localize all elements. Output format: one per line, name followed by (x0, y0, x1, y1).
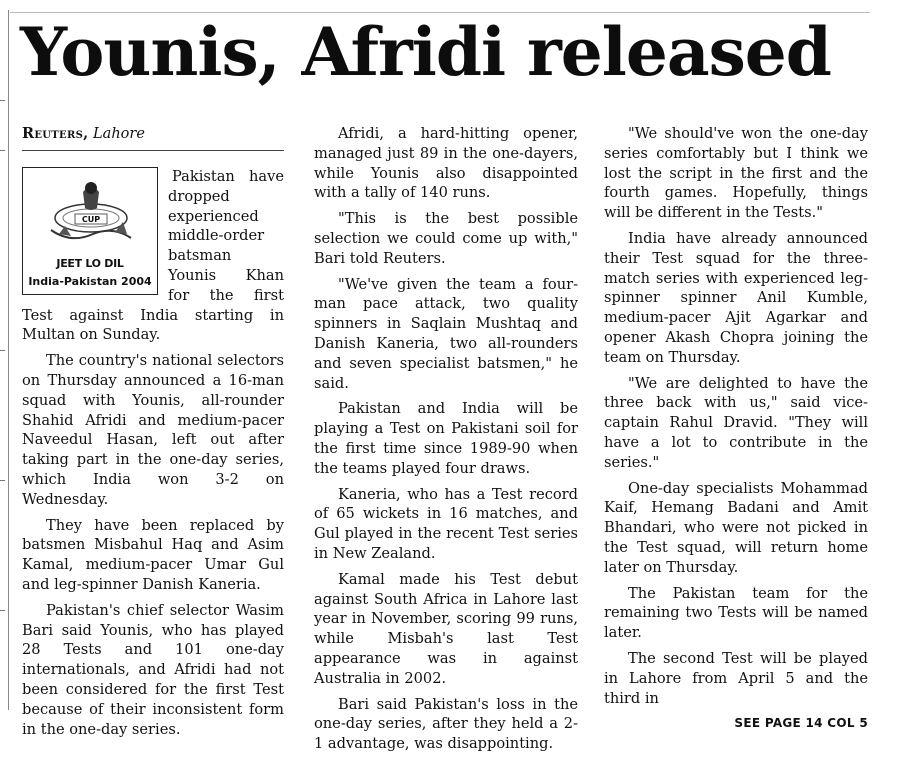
trophy-emblem-icon (31, 174, 151, 262)
paragraph: "This is the best possible selection we could come up with," Bari told Reuters. (314, 210, 578, 267)
column-3 (604, 124, 868, 734)
paragraph: Pakistan's chief selector Wasim Bari said Younis, who has played 28 Tests and 101 one-day internationals, and Afridi had not been considered for the first Test because of their inconsistent form in the one-day series. (22, 601, 284, 738)
logo-tagline: JEET LO DIL (56, 257, 124, 270)
column-2 (314, 124, 578, 760)
margin-tick (0, 350, 5, 351)
logo-caption: India-Pakistan 2004 (28, 275, 152, 288)
margin-tick (0, 100, 5, 101)
series-logo (22, 167, 158, 295)
paragraph: The Pakistan team for the remaining two Tests will be named later. (604, 584, 868, 642)
paragraph: India have already announced their Test squad for the three-match series with experienced leg-spinner spinner Anil Kumble, medium-pacer Ajit Agarkar and opener Akash Chopra joining the team on Thursday. (604, 229, 868, 366)
paragraph: One-day specialists Mohammad Kaif, Hemang Badani and Amit Bhandari, who were not picked in the Test squad, will return home later on Thursday. (604, 479, 868, 576)
paragraph: Kamal made his Test debut against South Africa in Lahore last year in November, scoring 99 runs, while Misbah's last Test appearance was in against Australia in 2002. (314, 570, 578, 687)
margin-tick (0, 610, 5, 611)
paragraph: The second Test will be played in Lahore from April 5 and the third in (604, 649, 868, 707)
byline (22, 124, 284, 144)
paragraph: The country's national selectors on Thursday announced a 16-man squad with Younis, all-rounder Shahid Afridi and medium-pacer Naveedul Hasan, left out after taking part in the one-day series, which India won 3-2 on Wednesday. (22, 352, 284, 508)
emblem-text: CUP (81, 215, 101, 224)
margin-tick (0, 480, 5, 481)
paragraph: "We are delighted to have the three back with us," said vice-captain Rahul Dravid. "They will have a lot to contribute in the series." (604, 374, 868, 471)
paragraph: Pakistan have dropped experienced middle-order batsman Younis Khan for the first Test against India starting in Multan on Sunday. (22, 168, 284, 344)
paragraph: Afridi, a hard-hitting opener, managed just 89 in the one-dayers, while Younis also disappointed with a tally of 140 runs. (314, 125, 578, 202)
page-edge-rule (8, 10, 9, 710)
margin-tick (0, 150, 5, 151)
byline-agency: Reuters, (22, 125, 89, 142)
paragraph: Kaneria, who has a Test record of 65 wickets in 16 matches, and Gul played in the recent Test series in New Zealand. (314, 485, 578, 562)
headline: Younis, Afridi released (20, 13, 831, 91)
byline-rule (22, 150, 284, 151)
column-1 (22, 124, 284, 745)
paragraph: Bari said Pakistan's loss in the one-day series, after they held a 2-1 advantage, was disappointing. (314, 695, 578, 753)
paragraph: Pakistan and India will be playing a Test on Pakistani soil for the first time since 1989-90 when the teams played four draws. (314, 400, 578, 477)
paragraph: They have been replaced by batsmen Misbahul Haq and Asim Kamal, medium-pacer Umar Gul and leg-spinner Danish Kaneria. (22, 516, 284, 593)
paragraph: "We've given the team a four-man pace attack, two quality spinners in Saqlain Mushtaq and Danish Kaneria, two all-rounders and seven specialist batsmen," he said. (314, 275, 578, 392)
paragraph: "We should've won the one-day series comfortably but I think we lost the script in the first and the fourth games. Hopefully, things will be different in the Tests." (604, 125, 868, 222)
continuation-note: SEE PAGE 14 COL 5 (734, 716, 868, 731)
byline-location: Lahore (93, 126, 145, 142)
